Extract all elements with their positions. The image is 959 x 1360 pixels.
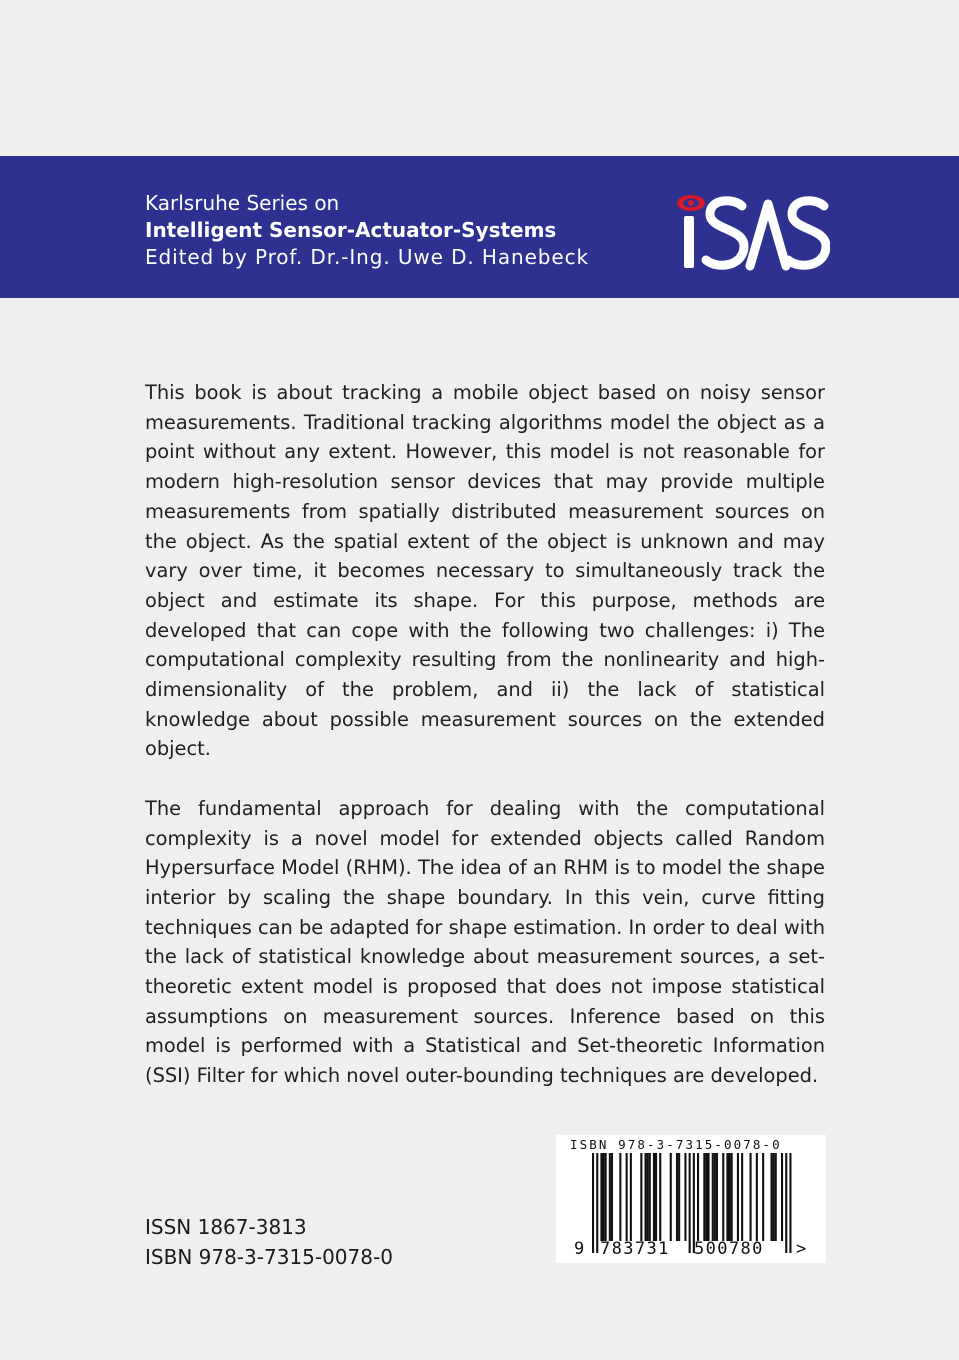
barcode-bar	[771, 1153, 773, 1241]
abstract	[145, 378, 825, 1121]
barcode-bar	[689, 1153, 691, 1253]
series-name: Karlsruhe Series on	[145, 191, 340, 215]
barcode-bar	[716, 1153, 718, 1241]
barcode-bar	[603, 1153, 605, 1241]
barcode-bar	[737, 1153, 739, 1241]
isbn-barcode	[556, 1135, 826, 1263]
barcode-first-digit: 9	[574, 1239, 586, 1259]
barcode-bar	[714, 1153, 716, 1241]
barcode-bar	[712, 1153, 714, 1241]
barcode-bar	[705, 1153, 707, 1241]
barcode-bar	[726, 1153, 728, 1241]
barcode-bar	[741, 1153, 743, 1241]
barcode-bar	[697, 1153, 699, 1241]
barcode-bar	[762, 1153, 764, 1241]
barcode-bar	[640, 1153, 642, 1241]
barcode-bar	[605, 1153, 607, 1241]
barcode-bar	[676, 1153, 678, 1241]
barcode-bar	[684, 1153, 686, 1241]
logo-letter-s1	[706, 201, 744, 266]
isbn-label: ISBN 978-3-7315-0078-0	[145, 1245, 393, 1269]
isas-logo	[674, 190, 830, 274]
barcode-bar	[756, 1153, 758, 1241]
barcode-bar	[592, 1153, 594, 1253]
barcode-bar	[649, 1153, 651, 1241]
barcode-bar	[678, 1153, 680, 1241]
issn-label: ISSN 1867-3813	[145, 1215, 307, 1239]
barcode-isbn-text: ISBN 978-3-7315-0078-0	[570, 1137, 782, 1152]
barcode-bar	[703, 1153, 705, 1241]
series-info	[145, 190, 589, 271]
abstract-paragraph-2: The fundamental approach for dealing with the computational complexity is a novel model for extended objects called Random Hypersurface Model (RHM). The idea of an RHM is to model the shape interior by scaling the shape boundary. In this vein, curve fitting techniques can be adapted for shape estimation. In order to deal with the lack of statistical knowledge about measurement sources, a set-theoretic extent model is proposed that does not impose statistical assumptions on measurement sources. Inference based on this model is performed with a Statistical and Set-theoretic Information (SSI) Filter for which novel outer-bounding techniques are developed.	[145, 796, 825, 1088]
barcode-bar	[781, 1153, 783, 1241]
barcode-bar	[596, 1153, 598, 1253]
barcode-bar	[775, 1153, 777, 1241]
logo-letter-s2	[788, 201, 826, 266]
logo-letter-i	[684, 216, 694, 268]
barcode-bar	[647, 1153, 649, 1241]
barcode-right-group: 500780	[694, 1239, 764, 1259]
barcode-bar	[609, 1153, 611, 1241]
barcode-bar	[653, 1153, 655, 1241]
identifiers	[145, 1212, 393, 1272]
barcode-bar	[600, 1153, 602, 1241]
barcode-bar	[670, 1153, 672, 1241]
barcode-bar	[645, 1153, 647, 1241]
barcode-bar	[750, 1153, 752, 1241]
series-title: Intelligent Sensor-Actuator-Systems	[145, 218, 557, 242]
barcode-bar	[789, 1153, 791, 1253]
barcode-left-group: 783731	[600, 1239, 670, 1259]
barcode-bar	[611, 1153, 613, 1241]
barcode-bar	[693, 1153, 695, 1253]
barcode-bar	[626, 1153, 628, 1241]
barcode-quiet-mark: >	[796, 1239, 808, 1259]
barcode-bar	[659, 1153, 661, 1241]
logo-letter-a	[750, 204, 786, 266]
barcode-bar	[655, 1153, 657, 1241]
barcode-bar	[619, 1153, 621, 1241]
barcode-bar	[630, 1153, 632, 1241]
barcode-bar	[773, 1153, 775, 1241]
barcode-bars	[556, 1135, 826, 1263]
barcode-bar	[722, 1153, 724, 1241]
series-editor: Edited by Prof. Dr.-Ing. Uwe D. Hanebeck	[145, 245, 589, 269]
barcode-bar	[729, 1153, 731, 1241]
barcode-bar	[731, 1153, 733, 1241]
abstract-paragraph-1: This book is about tracking a mobile object based on noisy sensor measurements. Traditional tracking algorithms model the object as a point without any extent. However, this model is not reasonable for modern high-resolution sensor devices that may provide multiple measurements from spatially distributed measurement sources on the object. As the spatial extent of the object is unknown and may vary over time, it becomes necessary to simultaneously track the object and estimate its shape. For this purpose, methods are developed that can cope with the following two challenges: i) The computational complexity resulting from the nonlinearity and high-dimensionality of the problem, and ii) the lack of statistical knowledge about possible measurement sources on the extended object.	[145, 381, 825, 761]
barcode-bar	[708, 1153, 710, 1241]
barcode-bar	[785, 1153, 787, 1253]
